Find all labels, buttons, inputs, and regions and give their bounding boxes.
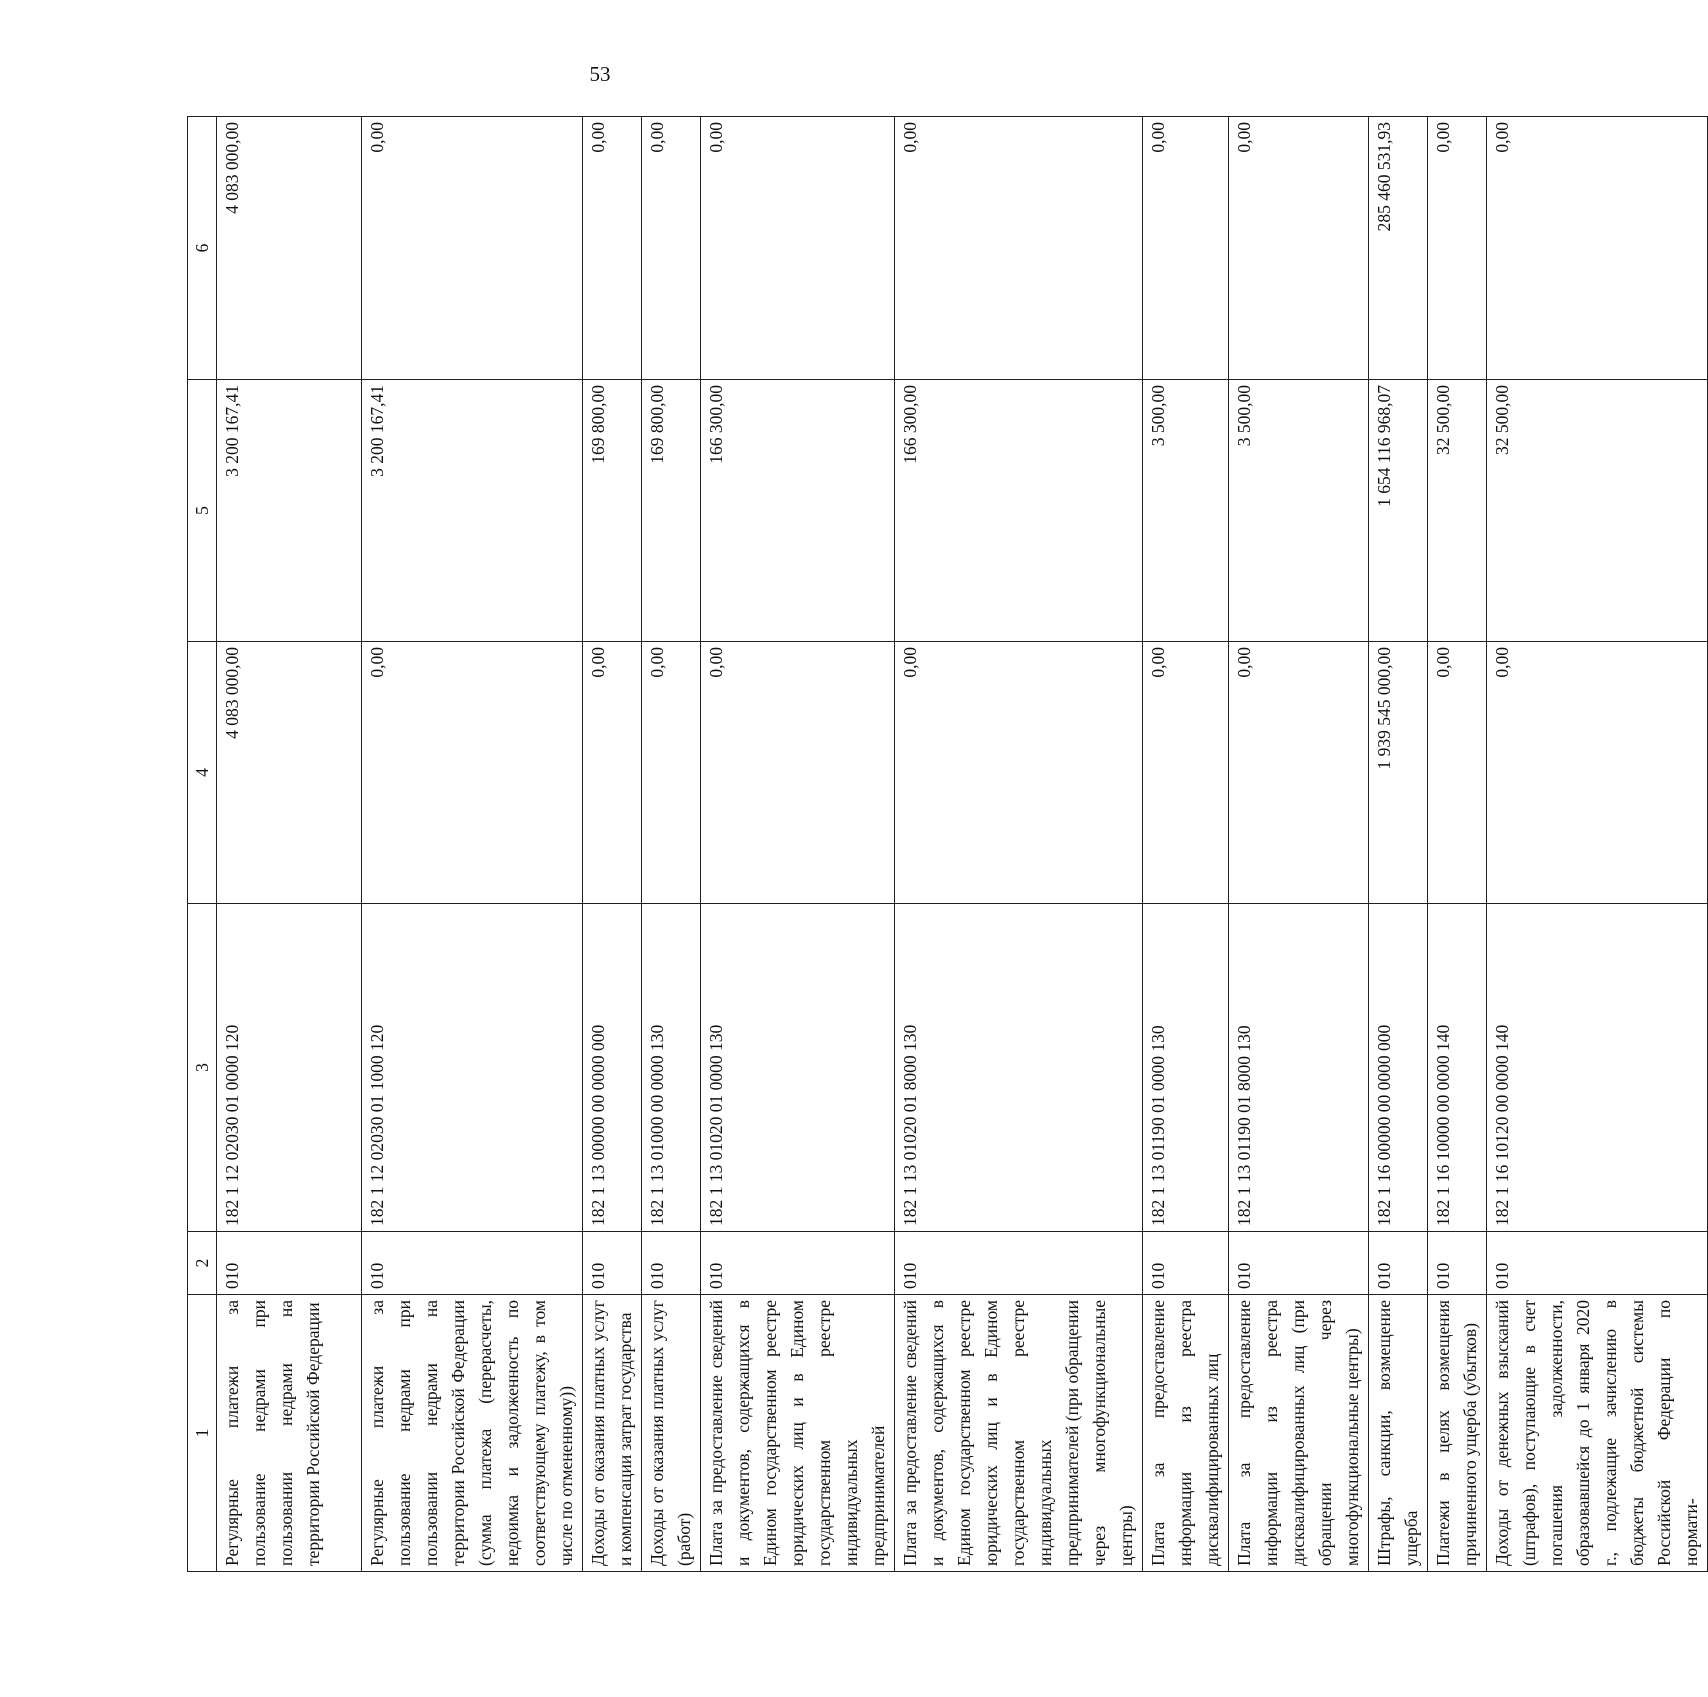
row-col4-value: 0,00 <box>1143 642 1229 904</box>
row-admin-code: 010 <box>583 1232 642 1295</box>
rotated-page-content <box>187 117 1701 1572</box>
row-col5-value: 1 654 116 968,07 <box>1369 380 1428 642</box>
row-name: Плата за предоставление информации из реестра дисквалифицированных лиц (при обращении через многофункциональные центры) <box>1229 1295 1369 1572</box>
row-name: Штрафы, санкции, возмещение ущерба <box>1369 1295 1428 1572</box>
row-col4-value: 0,00 <box>642 642 701 904</box>
row-col5-value: 3 200 167,41 <box>362 380 583 642</box>
row-admin-code: 010 <box>362 1232 583 1295</box>
row-col4-value: 0,00 <box>1229 642 1369 904</box>
row-col4-value: 0,00 <box>362 642 583 904</box>
row-name: Доходы от денежных взысканий (штрафов), поступающие в счет погашения задолженности, образовавшейся до 1 января 2020 г., подлежащие зачислению в бюджеты бюджетной системы Российской Федерации по нормати- <box>1487 1295 1708 1572</box>
row-budget-code: 182 1 13 01000 00 0000 130 <box>642 904 701 1232</box>
row-col5-value: 32 500,00 <box>1428 380 1487 642</box>
row-col6-value: 0,00 <box>701 117 895 380</box>
row-col4-value: 0,00 <box>1428 642 1487 904</box>
row-col5-value: 166 300,00 <box>701 380 895 642</box>
row-budget-code: 182 1 13 01190 01 0000 130 <box>1143 904 1229 1232</box>
table-row <box>895 117 1143 1572</box>
row-budget-code: 182 1 13 00000 00 0000 000 <box>583 904 642 1232</box>
row-budget-code: 182 1 13 01020 01 8000 130 <box>895 904 1143 1232</box>
row-col4-value: 4 083 000,00 <box>217 642 362 904</box>
table-row <box>1143 117 1229 1572</box>
row-col4-value: 0,00 <box>1487 642 1708 904</box>
row-admin-code: 010 <box>642 1232 701 1295</box>
row-admin-code: 010 <box>895 1232 1143 1295</box>
row-admin-code: 010 <box>701 1232 895 1295</box>
row-admin-code: 010 <box>1487 1232 1708 1295</box>
row-col5-value: 32 500,00 <box>1487 380 1708 642</box>
row-budget-code: 182 1 13 01020 01 0000 130 <box>701 904 895 1232</box>
row-col5-value: 166 300,00 <box>895 380 1143 642</box>
table-row <box>1428 117 1487 1572</box>
row-col6-value: 0,00 <box>895 117 1143 380</box>
row-col5-value: 3 500,00 <box>1229 380 1369 642</box>
table-row <box>362 117 583 1572</box>
row-name: Регулярные платежи за пользование недрами при пользовании недрами на территории Российской Федерации (сумма платежа (перерасчеты, недоимка и задолженность по соответствующему платежу, в том числе по отмененному)) <box>362 1295 583 1572</box>
table-row <box>701 117 895 1572</box>
row-col4-value: 0,00 <box>701 642 895 904</box>
table-row <box>1487 117 1708 1572</box>
row-col5-value: 169 800,00 <box>642 380 701 642</box>
row-budget-code: 182 1 16 00000 00 0000 000 <box>1369 904 1428 1232</box>
table-row <box>217 117 362 1572</box>
row-col6-value: 0,00 <box>1428 117 1487 380</box>
table-row <box>1369 117 1428 1572</box>
row-name: Платежи в целях возмещения причиненного ущерба (убытков) <box>1428 1295 1487 1572</box>
row-name: Доходы от оказания платных услуг и компенсации затрат государства <box>583 1295 642 1572</box>
row-col6-value: 0,00 <box>362 117 583 380</box>
header-col-1: 1 <box>188 1295 217 1572</box>
header-col-6: 6 <box>188 117 217 380</box>
row-col6-value: 0,00 <box>642 117 701 380</box>
row-name: Регулярные платежи за пользование недрами при пользовании недрами на территории Российской Федерации <box>217 1295 362 1572</box>
row-col6-value: 0,00 <box>583 117 642 380</box>
row-col5-value: 169 800,00 <box>583 380 642 642</box>
row-admin-code: 010 <box>1369 1232 1428 1295</box>
table-row <box>642 117 701 1572</box>
header-col-2: 2 <box>188 1232 217 1295</box>
row-col6-value: 0,00 <box>1229 117 1369 380</box>
revenue-table <box>187 116 1708 1572</box>
table-row <box>1229 117 1369 1572</box>
header-col-5: 5 <box>188 380 217 642</box>
row-budget-code: 182 1 13 01190 01 8000 130 <box>1229 904 1369 1232</box>
row-admin-code: 010 <box>1143 1232 1229 1295</box>
row-admin-code: 010 <box>1229 1232 1369 1295</box>
row-admin-code: 010 <box>1428 1232 1487 1295</box>
row-budget-code: 182 1 16 10000 00 0000 140 <box>1428 904 1487 1232</box>
row-name: Плата за предоставление сведений и документов, содержащихся в Едином государственном реестре юридических лиц и в Едином государственном реестре индивидуальных предпринимателей <box>701 1295 895 1572</box>
page-number: 53 <box>589 62 611 86</box>
row-budget-code: 182 1 16 10120 00 0000 140 <box>1487 904 1708 1232</box>
row-col6-value: 0,00 <box>1143 117 1229 380</box>
row-col5-value: 3 200 167,41 <box>217 380 362 642</box>
row-budget-code: 182 1 12 02030 01 0000 120 <box>217 904 362 1232</box>
row-col5-value: 3 500,00 <box>1143 380 1229 642</box>
row-name: Доходы от оказания платных услуг (работ) <box>642 1295 701 1572</box>
row-name: Плата за предоставление сведений и документов, содержащихся в Едином государственном реестре юридических лиц и в Едином государственном реестре индивидуальных предпринимателей (при обращении через многофункциональные центры) <box>895 1295 1143 1572</box>
header-col-3: 3 <box>188 904 217 1232</box>
row-col6-value: 4 083 000,00 <box>217 117 362 380</box>
row-col4-value: 0,00 <box>895 642 1143 904</box>
header-col-4: 4 <box>188 642 217 904</box>
row-col6-value: 285 460 531,93 <box>1369 117 1428 380</box>
row-col4-value: 1 939 545 000,00 <box>1369 642 1428 904</box>
row-col4-value: 0,00 <box>583 642 642 904</box>
row-col6-value: 0,00 <box>1487 117 1708 380</box>
header-row <box>188 117 217 1572</box>
row-name: Плата за предоставление информации из реестра дисквалифицированных лиц <box>1143 1295 1229 1572</box>
table-row <box>583 117 642 1572</box>
row-budget-code: 182 1 12 02030 01 1000 120 <box>362 904 583 1232</box>
row-admin-code: 010 <box>217 1232 362 1295</box>
